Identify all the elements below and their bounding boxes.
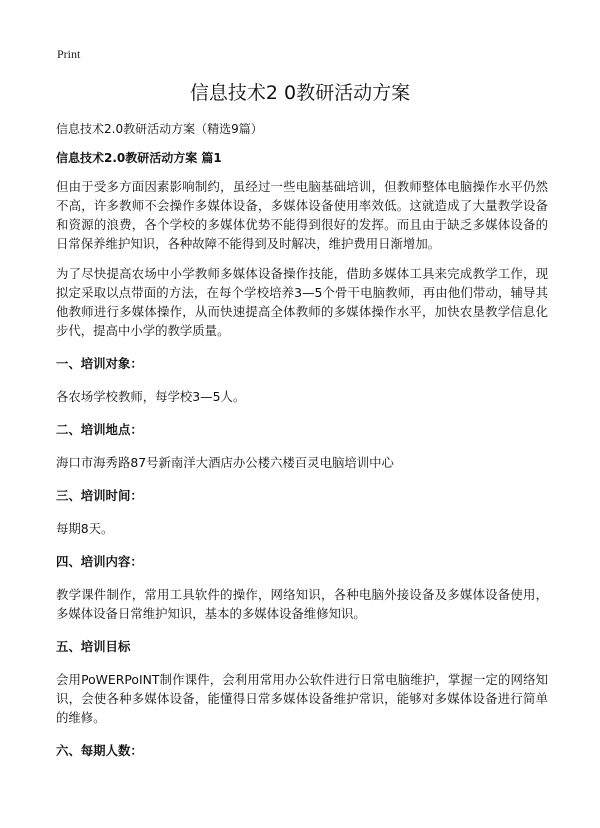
section-heading-time: 三、培训时间： — [56, 488, 143, 503]
section-heading-trainees: 一、培训对象： — [56, 356, 143, 371]
section-text-location: 海口市海秀路87号新南洋大酒店办公楼六楼百灵电脑培训中心 — [56, 455, 394, 470]
section-heading-location: 二、培训地点： — [56, 422, 143, 437]
section-text-goals: 会用PoWERPoINT制作课件，会利用常用办公软件进行日常电脑维护，掌握一定的网络知识，会使各种多媒体设备，能懂得日常多媒体设备维护常识，能够对多媒体设备进行简单的维修。 — [56, 672, 548, 725]
document-body — [56, 121, 548, 760]
section-text-trainees: 各农场学校教师，每学校3—5人。 — [56, 389, 246, 404]
paragraph: 但由于受多方面因素影响制约，虽经过一些电脑基础培训，但教师整体电脑操作水平仍然不高，许多教师不会操作多媒体设备，多媒体设备使用率效低。这就造成了大量教学设备和资源的浪费，各个学校的多媒体优势不能得到很好的发挥。而且由于缺乏多媒体设备的日常保养维护知识，各种故障不能得到及时解决，维护费用日渐增加。 — [56, 179, 548, 251]
print-link[interactable]: Print — [57, 47, 81, 61]
section-text-time: 每期8天。 — [56, 521, 114, 536]
section-text-content: 教学课件制作，常用工具软件的操作，网络知识，各种电脑外接设备及多媒体设备使用，多媒体设备日常维护知识，基本的多媒体设备维修知识。 — [56, 587, 548, 621]
document-subtitle: 信息技术2.0教研活动方案（精选9篇） — [56, 122, 263, 136]
section-heading-goals: 五、培训目标 — [56, 639, 131, 654]
article-heading: 信息技术2.0教研活动方案 篇1 — [56, 151, 222, 165]
page-title: 信息技术2 0教研活动方案 — [189, 82, 411, 104]
paragraph: 为了尽快提高农场中小学教师多媒体设备操作技能，借助多媒体工具来完成教学工作，现拟定采取以点带面的方法，在每个学校培养3—5个骨干电脑教师，再由他们带动，辅导其他教师进行多媒体操作，从而快速提高全体教师的多媒体操作水平，加快农垦教学信息化步代，提高中小学的教学质量。 — [56, 266, 548, 338]
section-heading-headcount: 六、每期人数： — [56, 743, 143, 758]
section-heading-content: 四、培训内容： — [56, 554, 143, 569]
